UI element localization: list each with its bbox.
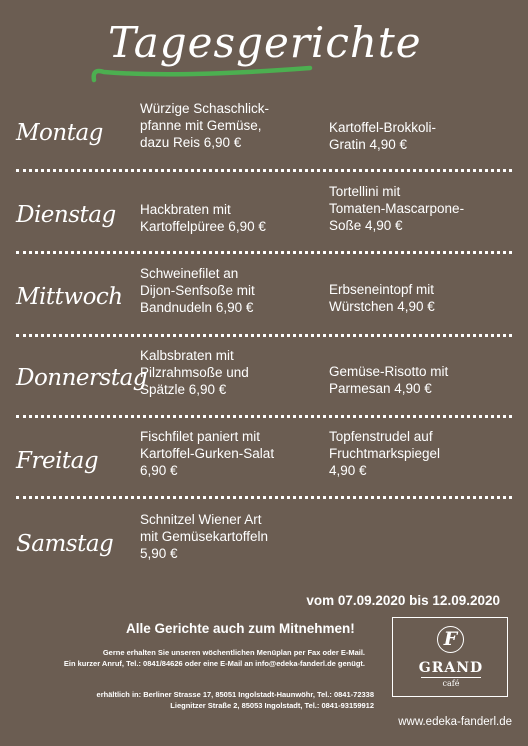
dish-alternative: Topfenstrudel auf Fruchtmarkspiegel 4,90 € <box>329 429 441 478</box>
date-range: vom 07.09.2020 bis 12.09.2020 <box>306 593 500 608</box>
day-label: Dienstag <box>16 202 116 228</box>
dish-alternative: Erbseneintopf mit Würstchen 4,90 € <box>329 282 435 314</box>
logo-subtitle: café <box>442 679 460 688</box>
row-separator <box>16 334 512 337</box>
page-title: Tagesgerichte <box>108 18 422 67</box>
logo-divider <box>421 677 481 678</box>
day-label: Mittwoch <box>16 284 123 310</box>
contact-info: Gerne erhalten Sie unseren wöchentlichen Menüplan per Fax oder E-Mail. Ein kurzer Anruf, Tel.: 0841/84626 oder eine E-Mail an info@edeka-fanderl.de genügt. <box>63 648 365 668</box>
dish-alternative: Kartoffel-Brokkoli- Gratin 4,90 € <box>329 120 437 152</box>
row-separator <box>16 251 512 254</box>
dish-main: Würzige Schaschlick- pfanne mit Gemüse, dazu Reis 6,90 € <box>140 101 270 150</box>
dish-main: Hackbraten mit Kartoffelpüree 6,90 € <box>140 202 266 234</box>
dish-alternative: Tortellini mit Tomaten-Mascarpone- Soße 4,90 € <box>329 184 465 233</box>
day-label: Freitag <box>16 448 99 474</box>
title-underline-swoosh <box>88 58 318 88</box>
dish-main: Fischfilet paniert mit Kartoffel-Gurken-Salat 6,90 € <box>140 429 275 478</box>
dish-main: Schweinefilet an Dijon-Senfsoße mit Bandnudeln 6,90 € <box>140 266 255 315</box>
dish-alternative: Gemüse-Risotto mit Parmesan 4,90 € <box>329 364 449 396</box>
website-link[interactable]: www.edeka-fanderl.de <box>398 716 512 728</box>
grand-cafe-logo <box>392 617 508 697</box>
logo-emblem-icon: F <box>437 626 464 653</box>
day-label: Montag <box>16 120 103 146</box>
dish-main: Schnitzel Wiener Art mit Gemüsekartoffeln 5,90 € <box>140 512 269 561</box>
day-label: Samstag <box>16 531 114 557</box>
day-label: Donnerstag <box>16 365 148 391</box>
row-separator <box>16 496 512 499</box>
logo-name: GRAND <box>418 660 484 676</box>
locations-info: erhältlich in: Berliner Strasse 17, 85051 Ingolstadt-Haunwöhr, Tel.: 0841-72338 Liegnitzer Straße 2, 85053 Ingolstadt, Tel.: 0841-93159912 <box>96 690 374 710</box>
takeaway-notice: Alle Gerichte auch zum Mitnehmen! <box>126 621 355 636</box>
row-separator <box>16 169 512 172</box>
row-separator <box>16 415 512 418</box>
dish-main: Kalbsbraten mit Pilzrahmsoße und Spätzle 6,90 € <box>140 348 249 397</box>
